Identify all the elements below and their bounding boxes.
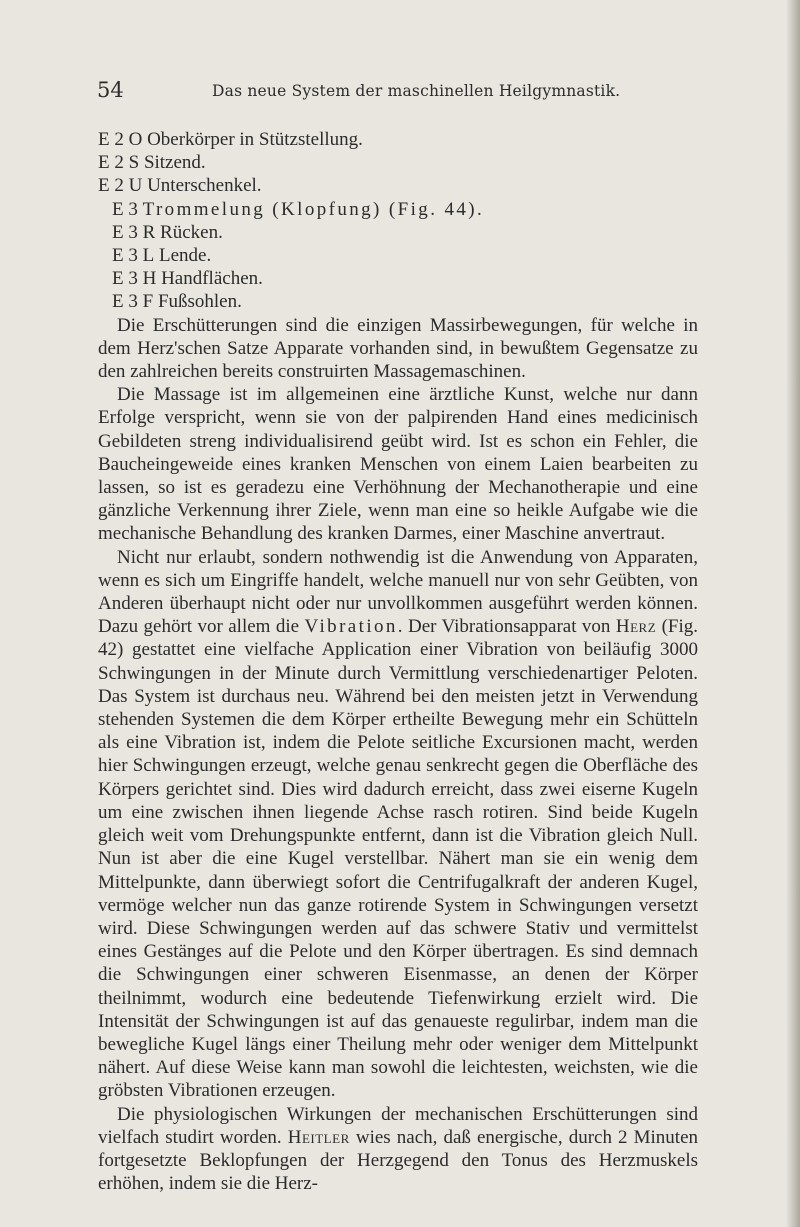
term-vibration: Vibration xyxy=(304,616,398,638)
entry-code: E 2 S xyxy=(98,152,140,174)
list-item xyxy=(98,174,698,197)
list-item xyxy=(98,128,698,151)
entry-label: Fußsohlen. xyxy=(157,291,242,313)
entry-code: E 3 L xyxy=(112,245,155,267)
running-head: Das neue System der maschinellen Heilgymnastik. xyxy=(212,82,621,100)
entry-code: E 3 R xyxy=(112,221,156,243)
paragraph-4-text-b: wies nach, daß energische, durch 2 Minuten fortgesetzte Beklopfungen der Herzgegend den Tonus des Herzmuskels erhöhen, indem sie die Herz- xyxy=(98,1126,699,1195)
paragraph-4 xyxy=(98,1103,698,1196)
entry-code: E 2 O xyxy=(98,129,143,150)
page-header xyxy=(97,78,697,108)
list-item xyxy=(98,267,698,290)
paragraph-4-text-a: Die physiologischen Wirkungen der mechanischen Erschütterungen sind vielfach studirt worden. xyxy=(98,1103,698,1148)
entry-label: Lende. xyxy=(158,245,212,267)
entry-label: Handflächen. xyxy=(161,268,263,290)
paragraph-3 xyxy=(98,546,698,1103)
body-text xyxy=(98,128,698,1195)
entry-code: E 2 U xyxy=(98,175,143,197)
list-item xyxy=(98,221,698,244)
author-heitler: Heitler xyxy=(287,1126,350,1148)
list-item xyxy=(98,290,698,313)
entry-label: Trommelung (Klopfung) (Fig. 44). xyxy=(142,198,485,220)
paragraph-3-text-c: (Fig. 42) gestattet eine vielfache Application einer Vibration von beiläufig 3000 Schwingungen in der Minute durch Vermittlung verschiedenartiger Peloten. Das System ist durchaus neu. Während bei den meisten jetzt in Verwendung stehenden Systemen die dem Körper ertheilte Bewegung mehr ein Schütteln als eine Vibration ist, indem die Pelote seitliche Excursionen macht, werden hier Schwingungen erzeugt, welche genau senkrecht gegen die Oberfläche des Körpers gerichtet sind. Dies wird dadurch erreicht, dass zwei eiserne Kugeln um eine zwischen ihnen liegende Achse rasch rotiren. Sind beide Kugeln gleich weit vom Drehungspunkte entfernt, dann ist die Vibration gleich Null. Nun ist aber die eine Kugel verstellbar. Nähert man sie ein wenig dem Mittelpunkte, dann überwiegt sofort die Centrifugalkraft der anderen Kugel, vermöge welcher nun das ganze rotirende System in Schwingungen versetzt wird. Diese Schwingungen werden auf das schwere Stativ und vermittelst eines Gestänges auf die Pelote und den Körper übertragen. Es sind demnach die Schwingungen einer schweren Eisenmasse, an denen der Körper theilnimmt, wodurch eine bedeutende Tiefenwirkung erzielt wird. Die Intensität der Schwingungen ist auf das genaueste regulirbar, indem man die bewegliche Kugel längs einer Theilung mehr oder weniger dem Mittelpunkt nähert. Auf diese Weise kann man sowohl die leichtesten, weichsten, wie die gröbsten Vibrationen erzeugen. xyxy=(98,616,699,1102)
entry-label: Rücken. xyxy=(160,221,223,243)
entry-label: Sitzend. xyxy=(143,152,206,174)
entry-code: E 3 xyxy=(112,198,138,220)
entry-label: Oberkörper in Stützstellung. xyxy=(147,129,363,150)
page-number: 54 xyxy=(97,78,124,102)
paragraph-3-text-b: . Der Vibrationsapparat von xyxy=(397,616,611,638)
author-herz: Herz xyxy=(615,616,657,638)
list-item xyxy=(98,151,698,174)
paragraph-3-text-a: Nicht nur erlaubt, sondern nothwendig ist die Anwendung von Apparaten, wenn es sich um Eingriffe handelt, welche manuell nur von sehr Geübten, von Anderen überhaupt nicht oder nur unvollkommen ausgeführt werden können. Dazu gehört vor allem die xyxy=(98,546,698,638)
list-item xyxy=(98,244,698,267)
paragraph-1: Die Erschütterungen sind die einzigen Massirbewegungen, für welche in dem Herz'schen Satze Apparate vorhanden sind, in bewußtem Gegensatze zu den zahlreichen bereits construirten Massagemaschinen. xyxy=(98,314,698,383)
entry-code: E 3 H xyxy=(112,268,157,290)
entry-label: Unterschenkel. xyxy=(147,175,262,197)
entry-code: E 3 F xyxy=(112,291,154,313)
list-item xyxy=(98,198,698,221)
page-edge-shadow xyxy=(786,0,800,1227)
paragraph-2: Die Massage ist im allgemeinen eine ärztliche Kunst, welche nur dann Erfolge verspricht, wenn sie von der palpirenden Hand eines medicinisch Gebildeten streng individualisirend geübt wird. Ist es schon ein Fehler, die Baucheingeweide eines kranken Menschen von einem Laien bearbeiten zu lassen, so ist es geradezu eine Verhöhnung der Mechanotherapie und eine gänzliche Verkennung ihrer Ziele, wenn man eine so heikle Aufgabe wie die mechanische Behandlung des kranken Darmes, einer Maschine anvertraut. xyxy=(98,384,698,545)
